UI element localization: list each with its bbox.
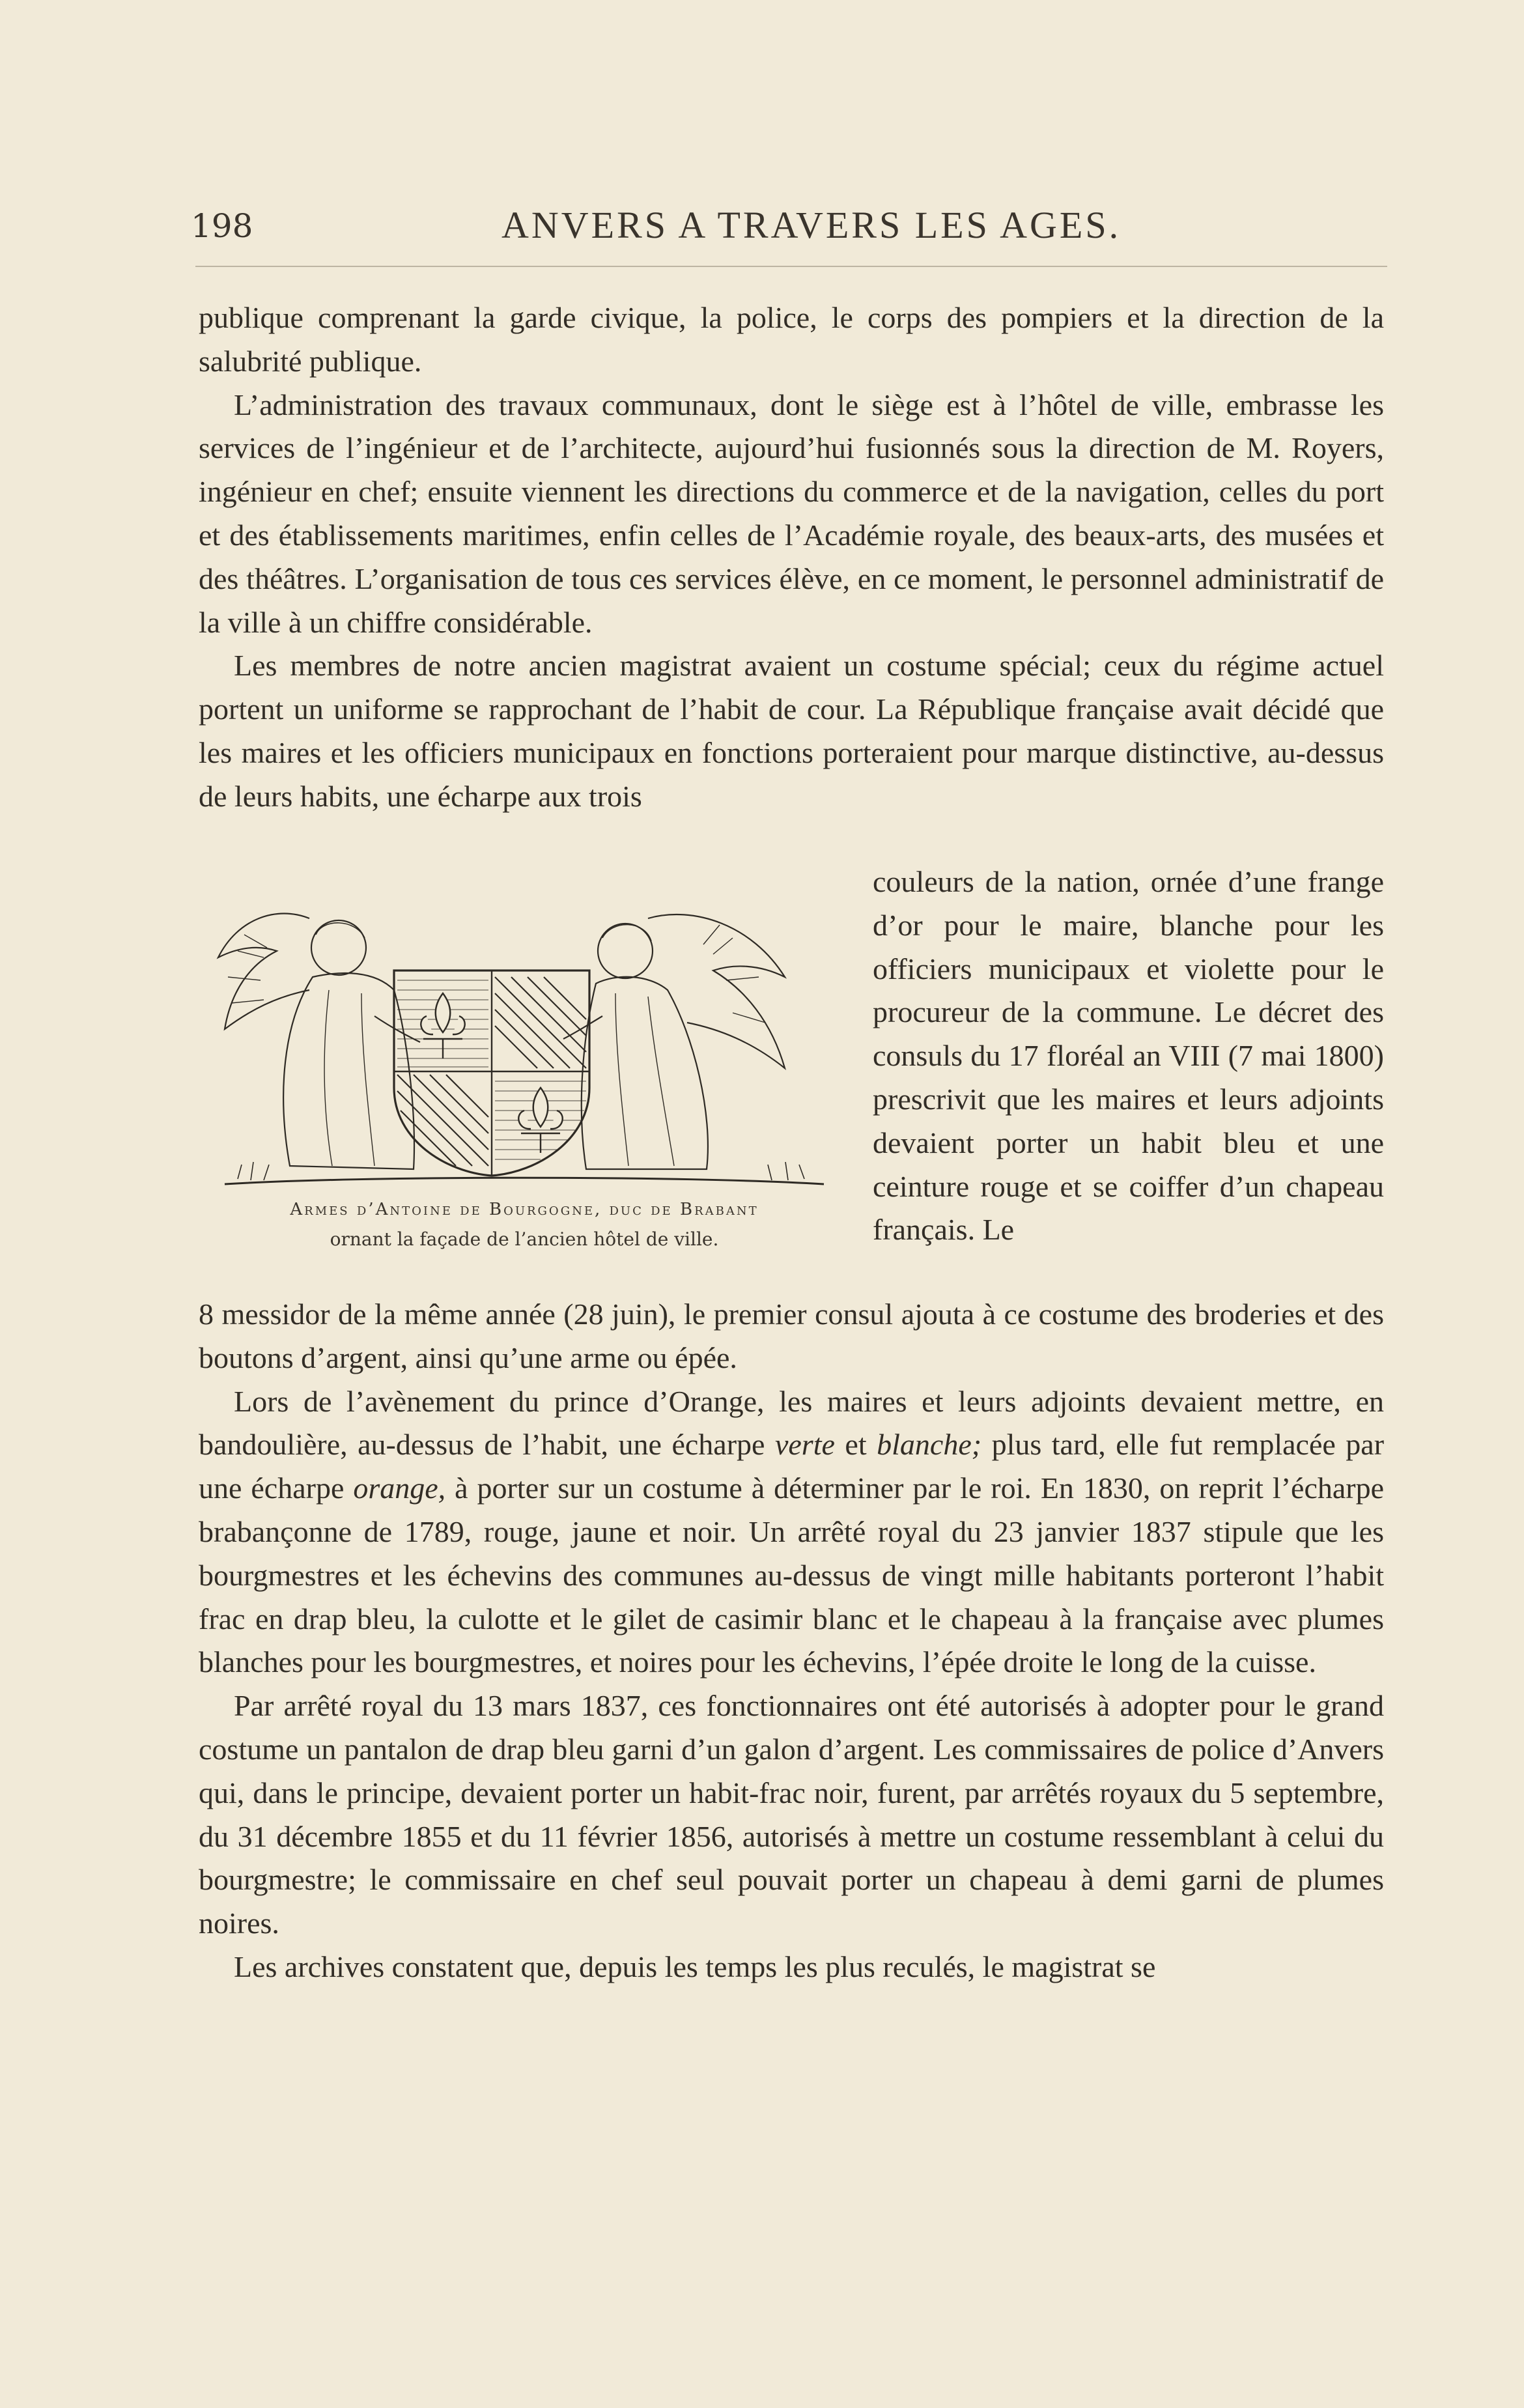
paragraph-6: Les archives constatent que, depuis les temps les plus reculés, le magistrat se	[234, 1949, 1156, 1983]
italic-orange: orange,	[353, 1471, 446, 1505]
header-rule	[195, 266, 1387, 267]
text-wrap-column	[873, 860, 1384, 1252]
italic-blanche: blanche;	[877, 1428, 982, 1462]
text-block-bottom	[199, 1293, 1384, 1989]
paragraph-4-part-c: à porter sur un costume à déterminer par le roi. En 1830, on reprit l’écharpe brabançonne de 1789, rouge, jaune et noir. Un arrêté royal du 23 janvier 1837 stipule que les bourgmestres et les échevins des communes au-dessus de vingt mille habitants porteront l’habit frac en drap bleu, la culotte et le gilet de casimir blanc et le chapeau à la française avec plumes blanches pour les bourgmestres, et noires pour les échevins, l’épée droite le long de la cuisse.	[199, 1471, 1385, 1679]
paragraph-3-end: 8 messidor de la même année (28 juin), le premier consul ajouta à ce costume des broderies et des boutons d’argent, ainsi qu’une arme ou épée.	[199, 1297, 1384, 1374]
paragraph-5: Par arrêté royal du 13 mars 1837, ces fonctionnaires ont été autorisés à adopter pour le grand costume un pantalon de drap bleu garni d’un galon d’argent. Les commissaires de police d’Anvers qui, dans le principe, devaient porter un habit-frac noir, furent, par arrêtés royaux du 5 septembre, du 31 décembre 1855 et du 11 février 1856, autorisés à mettre un costume ressemblant à celui du bourgmestre; le commissaire en chef seul pouvait porter un chapeau à demi garni de plumes noires.	[199, 1689, 1384, 1940]
paragraph-2: L’administration des travaux communaux, dont le siège est à l’hôtel de ville, embrasse les services de l’ingénieur et de l’architecte, aujourd’hui fusionnés sous la direction de M. Royers, ingénieur en chef; ensuite viennent les directions du commerce et de la navigation, celles du port et des établissements maritimes, enfin celles de l’Académie royale, des beaux-arts, des musées et des théâtres. L’organisation de tous ces services élève, en ce moment, le personnel administratif de la ville à un chiffre considérable.	[199, 388, 1384, 639]
coat-of-arms-illustration	[199, 879, 850, 1192]
paragraph-3-wrap: couleurs de la nation, ornée d’une frange d’or pour le maire, blanche pour les officiers municipaux et violette pour le procureur de la commune. Le décret des consuls du 17 floréal an VIII (7 mai 1800) prescrivit que les maires et leurs adjoints devaient porter un habit bleu et une ceinture rouge et se coiffer d’un chapeau français. Le	[873, 865, 1384, 1247]
paragraph-4-et: et	[845, 1428, 867, 1462]
figure-caption-subtitle: ornant la façade de l’ancien hôtel de ville.	[330, 1228, 719, 1250]
page-number: 198	[191, 207, 253, 245]
italic-verte: verte	[774, 1428, 835, 1462]
paragraph-3-start: Les membres de notre ancien magistrat avaient un costume spécial; ceux du régime actuel portent un uniforme se rapprochant de l’habit de cour. La République française avait décidé que les maires et les officiers municipaux en fonctions porteraient pour marque distinctive, au-dessus de leurs habits, une écharpe aux trois	[199, 649, 1384, 813]
figure-caption-title: Armes d’Antoine de Bourgogne, duc de Brabant	[290, 1200, 759, 1219]
paragraph-4	[199, 1380, 1384, 1685]
paragraph-4-part-a: Lors de l’avènement du prince d’Orange, les maires et leurs adjoints devaient mettre, en bandoulière, au-dessus de l’habit, une écharpe	[199, 1384, 1384, 1462]
angels-with-shield-engraving	[199, 879, 850, 1192]
text-block-top	[199, 296, 1384, 819]
paragraph-4-part-b: plus tard, elle fut remplacée par une écharpe	[199, 1428, 1385, 1505]
running-title: ANVERS A TRAVERS LES AGES.	[501, 204, 1122, 246]
paragraph-1: publique comprenant la garde civique, la police, le corps des pompiers et la direction de la salubrité publique.	[199, 301, 1384, 378]
